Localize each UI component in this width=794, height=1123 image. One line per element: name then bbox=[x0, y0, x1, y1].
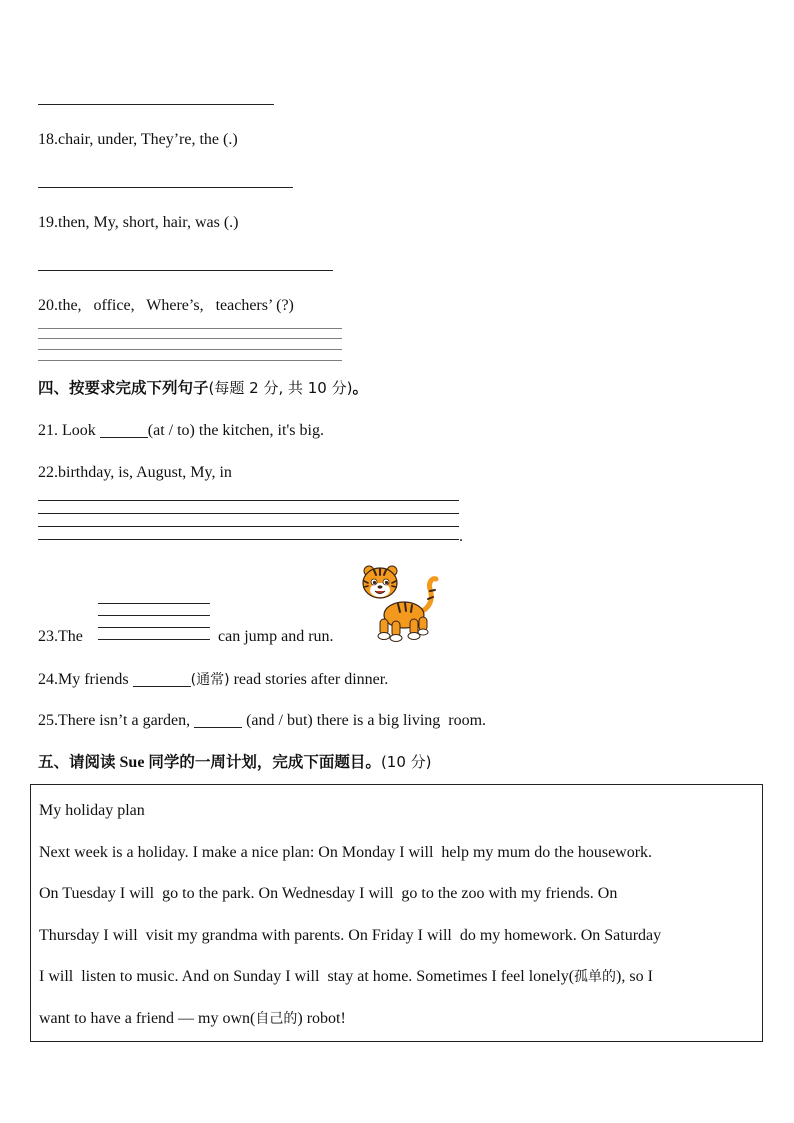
question-23-before: 23.The bbox=[38, 628, 83, 645]
answer-line-23a[interactable] bbox=[98, 603, 210, 604]
question-20: 20.the, office, Where’s, teachers’ (?) bbox=[38, 297, 294, 314]
section-4-title bbox=[38, 378, 368, 398]
section-4-end: 。 bbox=[352, 379, 368, 397]
answer-line-20c[interactable] bbox=[38, 349, 342, 350]
reading-line-5-zh: 自己的 bbox=[255, 1011, 298, 1027]
section-4-score: (每题 2 分, 共 10 分) bbox=[208, 379, 353, 397]
blank-25[interactable] bbox=[194, 713, 242, 728]
answer-line-18[interactable] bbox=[38, 187, 293, 188]
reading-line-1: Next week is a holiday. I make a nice plan: On Monday I will help my mum do the housework. bbox=[39, 844, 653, 861]
question-24-after: read stories after dinner. bbox=[229, 671, 389, 688]
section-5-title-a: 五、请阅读 bbox=[38, 753, 116, 771]
reading-line-4-zh: 孤单的 bbox=[574, 969, 617, 985]
reading-line-4-b: ), so I bbox=[616, 968, 653, 985]
section-4-title-text: 四、按要求完成下列句子 bbox=[38, 379, 209, 397]
reading-title: My holiday plan bbox=[39, 802, 145, 819]
question-21 bbox=[38, 421, 324, 441]
answer-line-17[interactable] bbox=[38, 104, 274, 105]
answer-line-20b[interactable] bbox=[38, 338, 342, 339]
reading-line-5-b: ) robot! bbox=[297, 1010, 346, 1027]
answer-line-22c[interactable] bbox=[38, 526, 459, 527]
question-19: 19.then, My, short, hair, was (.) bbox=[38, 214, 239, 231]
question-22: 22.birthday, is, August, My, in bbox=[38, 464, 232, 481]
question-24-before: 24.My friends bbox=[38, 671, 133, 688]
answer-line-20d[interactable] bbox=[38, 360, 342, 361]
answer-line-23d[interactable] bbox=[98, 639, 210, 640]
question-24-hint: (通常) bbox=[190, 672, 230, 688]
blank-21[interactable] bbox=[100, 423, 148, 438]
reading-line-5-a: want to have a friend — my own( bbox=[39, 1010, 256, 1027]
question-18: 18.chair, under, They’re, the (.) bbox=[38, 131, 238, 148]
answer-line-22d[interactable] bbox=[38, 539, 459, 540]
question-23-after: can jump and run. bbox=[218, 628, 334, 645]
blank-24[interactable] bbox=[133, 672, 191, 687]
reading-line-5 bbox=[39, 1009, 346, 1029]
answer-line-22a[interactable] bbox=[38, 500, 459, 501]
question-25 bbox=[38, 711, 486, 731]
reading-line-2: On Tuesday I will go to the park. On Wednesday I will go to the zoo with my friends. On bbox=[39, 885, 618, 902]
answer-line-23c[interactable] bbox=[98, 627, 210, 628]
section-5-title-b: 同学的一周计划，完成下面题目。 bbox=[148, 753, 381, 771]
answer-line-22b[interactable] bbox=[38, 513, 459, 514]
reading-line-4 bbox=[39, 967, 653, 987]
question-22-end-mark: . bbox=[459, 528, 463, 545]
section-5-score: (10 分) bbox=[380, 753, 432, 771]
question-25-before: 25.There isn’t a garden, bbox=[38, 712, 195, 729]
reading-passage-box bbox=[30, 784, 763, 1042]
reading-line-3: Thursday I will visit my grandma with parents. On Friday I will do my homework. On Saturday bbox=[39, 927, 662, 944]
tiger-illustration bbox=[358, 563, 444, 645]
question-21-before: 21. Look bbox=[38, 422, 100, 439]
question-24 bbox=[38, 670, 388, 690]
section-5-title bbox=[38, 752, 432, 773]
reading-line-4-a: I will listen to music. And on Sunday I will stay at home. Sometimes I feel lonely( bbox=[39, 968, 575, 985]
question-25-after: (and / but) there is a big living room. bbox=[242, 712, 487, 729]
answer-line-23b[interactable] bbox=[98, 615, 210, 616]
section-5-name: Sue bbox=[115, 754, 149, 771]
answer-line-20a[interactable] bbox=[38, 328, 342, 329]
answer-line-19[interactable] bbox=[38, 270, 333, 271]
question-21-after: (at / to) the kitchen, it's big. bbox=[147, 422, 324, 439]
